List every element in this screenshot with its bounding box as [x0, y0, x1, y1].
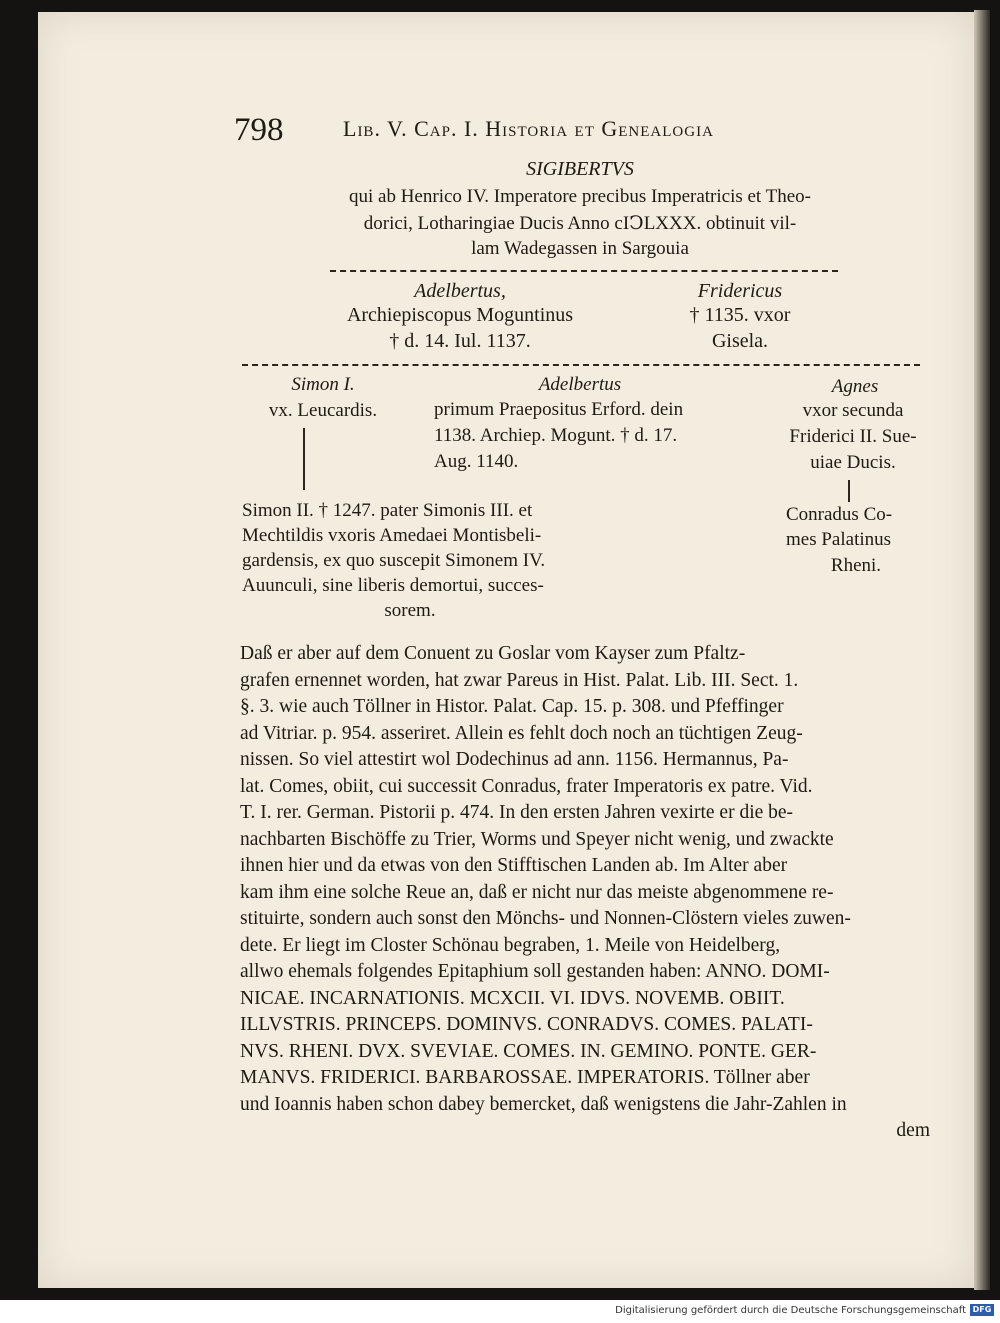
body-line: ad Vitriar. p. 954. asseriret. Allein es fehlt doch noch an tüchtigen Zeug-: [240, 722, 803, 744]
gen3-right-line-1: vxor secunda: [802, 400, 904, 421]
gen3-middle-line-2: 1138. Archiep. Mogunt. † d. 17.: [434, 425, 678, 446]
gen4-left-line-1: Simon II. † 1247. pater Simonis III. et: [242, 500, 533, 521]
running-title: Lib. V. Cap. I. Historia et Genealogia: [343, 116, 714, 141]
body-line: nissen. So viel attestirt wol Dodechinus ad ann. 1156. Hermannus, Pa-: [240, 749, 789, 770]
gen3-middle-line-3: Aug. 1140.: [434, 451, 519, 472]
descent-line-right: [848, 480, 850, 502]
gen2-left-line-2: † d. 14. Iul. 1137.: [389, 330, 531, 352]
root-desc-line-1: qui ab Henrico IV. Imperatore precibus Imperatricis et Theo-: [349, 186, 811, 207]
body-line: T. I. rer. German. Pistorii p. 474. In den ersten Jahren vexirte er die be-: [240, 802, 794, 823]
descent-line-left: [303, 428, 305, 490]
gen2-left-name: Adelbertus,: [414, 280, 506, 302]
body-line: kam ihm eine solche Reue an, daß er nicht nur das meiste abgenommene re-: [240, 881, 834, 903]
body-line: und Ioannis haben schon dabey bemercket, daß wenigstens die Jahr-Zahlen in: [240, 1093, 847, 1115]
gen2-left-line-1: Archiepiscopus Moguntinus: [346, 304, 574, 326]
body-line: ihnen hier und da etwas von den Stifftischen Landen ab. Im Alter aber: [240, 855, 788, 876]
gen4-left-line-3: gardensis, ex quo suscepit Simonem IV.: [242, 550, 546, 571]
gen3-right-name: Agnes: [831, 376, 879, 397]
body-line: stituirte, sondern auch sonst den Mönchs- und Nonnen-Clöstern vieles zuwen-: [240, 908, 851, 929]
bracket-rule-2: [242, 364, 920, 366]
digitization-credit: Digitalisierung gefördert durch die Deutsche Forschungsgemeinschaft: [615, 1305, 966, 1316]
bracket-rule-1: [330, 270, 838, 272]
dfg-logo: DFG: [970, 1304, 994, 1316]
gen3-middle-line-1: primum Praepositus Erford. dein: [434, 399, 684, 420]
body-line: MANVS. FRIDERICI. BARBAROSSAE. IMPERATORIS. Töllner aber: [240, 1067, 810, 1088]
body-line: grafen ernennet worden, hat zwar Pareus in Hist. Palat. Lib. III. Sect. 1.: [240, 669, 799, 691]
body-line: lat. Comes, obiit, cui successit Conradus, frater Imperatoris ex patre. Vid.: [240, 775, 813, 797]
catchword: dem: [896, 1120, 930, 1141]
gen2-right-line-1: † 1135. vxor: [689, 304, 791, 326]
gen2-right-name: Fridericus: [697, 280, 783, 302]
gen4-left-line-2: Mechtildis vxoris Amedaei Montisbeli-: [242, 525, 542, 546]
gen3-left-name: Simon I.: [291, 374, 355, 395]
root-name: SIGIBERTVS: [526, 158, 634, 180]
gen4-right-line-2: mes Palatinus: [786, 529, 892, 550]
gen4-left-line-4: Auunculi, sine liberis demortui, succes-: [242, 575, 544, 596]
body-paragraph: [240, 641, 930, 1145]
body-line: allwo ehemals folgendes Epitaphium soll gestanden haben: ANNO. DOMI-: [240, 961, 830, 982]
body-line: nachbarten Bischöffe zu Trier, Worms und Speyer nicht wenig, und zwackte: [240, 828, 834, 850]
gen3-left-line-1: vx. Leucardis.: [268, 400, 378, 421]
body-line: Daß er aber auf dem Conuent zu Goslar vom Kayser zum Pfaltz-: [240, 643, 746, 664]
body-line: dete. Er liegt im Closter Schönau begraben, 1. Meile von Heidelberg,: [240, 934, 781, 956]
gen3-middle-name: Adelbertus: [538, 374, 622, 395]
gen3-right-line-2: Friderici II. Sue-: [789, 426, 917, 447]
page-number: 798: [234, 112, 284, 148]
body-line: ILLVSTRIS. PRINCEPS. DOMINVS. CONRADVS. COMES. PALATI-: [240, 1014, 813, 1035]
body-line: §. 3. wie auch Töllner in Histor. Palat. Cap. 15. p. 308. und Pfeffinger: [240, 696, 784, 717]
gen3-right-line-3: uiae Ducis.: [810, 452, 896, 473]
root-desc-line-3: lam Wadegassen in Sargouia: [471, 238, 689, 259]
gen4-left-line-5: sorem.: [384, 600, 436, 621]
root-desc-line-2: dorici, Lotharingiae Ducis Anno cIↃLXXX. obtinuit vil-: [363, 213, 797, 234]
gen4-right-line-3: Rheni.: [830, 555, 882, 576]
page-edge: [974, 10, 990, 1290]
gen2-right-line-2: Gisela.: [711, 330, 769, 352]
body-line: NVS. RHENI. DVX. SVEVIAE. COMES. IN. GEMINO. PONTE. GER-: [240, 1040, 817, 1062]
gen4-right-line-1: Conradus Co-: [786, 504, 893, 525]
body-line: NICAE. INCARNATIONIS. MCXCII. VI. IDVS. NOVEMB. OBIIT.: [240, 987, 785, 1009]
